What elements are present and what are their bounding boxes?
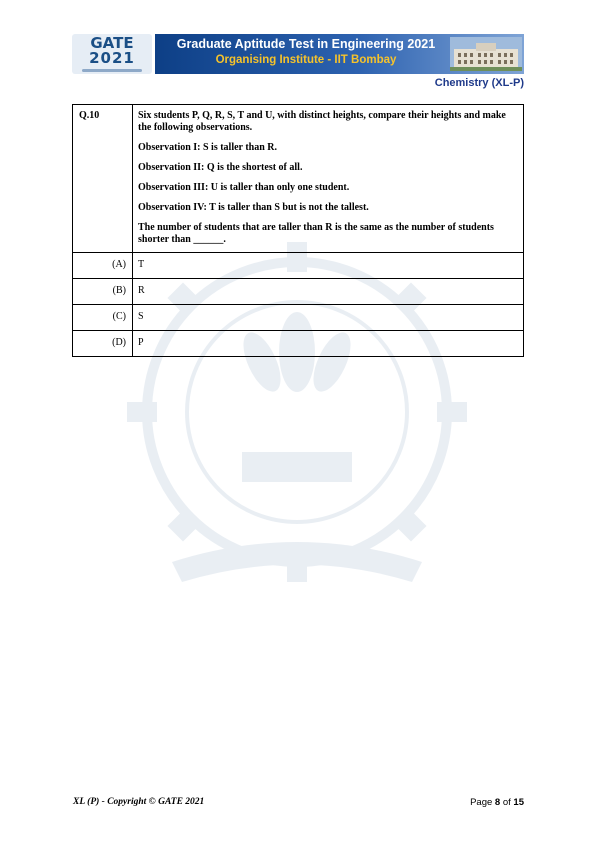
page-total: 15	[513, 797, 524, 808]
question-stem	[133, 105, 524, 253]
option-label: (C)	[73, 305, 133, 331]
option-row-c	[73, 305, 524, 331]
observation-3: Observation III: U is taller than only one student.	[138, 182, 350, 193]
question-row	[73, 105, 524, 253]
building-icon	[450, 37, 522, 71]
banner-subtitle: Organising Institute - IIT Bombay	[215, 54, 397, 66]
page-of: of	[502, 797, 511, 808]
question-intro: Six students P, Q, R, S, T and U, with distinct heights, compare their heights and make the following observations.	[138, 110, 506, 133]
paper-title: Chemistry (XL-P)	[434, 77, 524, 89]
option-text: T	[133, 253, 524, 279]
question-prompt: The number of students that are taller than R is the same as the number of students shorter than ______.	[138, 222, 494, 245]
observation-1: Observation I: S is taller than R.	[138, 142, 277, 153]
gate-logo	[72, 34, 152, 74]
question-table	[72, 104, 524, 357]
footer-page-number	[470, 797, 524, 808]
option-row-b	[73, 279, 524, 305]
logo-line1: GATE	[90, 34, 134, 52]
question-number: Q.10	[73, 105, 133, 253]
option-label: (B)	[73, 279, 133, 305]
option-row-d	[73, 331, 524, 357]
footer-copyright: XL (P) - Copyright © GATE 2021	[73, 797, 205, 807]
logo-bar	[82, 69, 142, 72]
observation-4: Observation IV: T is taller than S but is not the tallest.	[138, 202, 369, 213]
page-current: 8	[494, 797, 501, 808]
page-header	[72, 34, 524, 74]
banner-title: Graduate Aptitude Test in Engineering 2021	[176, 37, 436, 51]
option-text: R	[133, 279, 524, 305]
option-label: (D)	[73, 331, 133, 357]
option-label: (A)	[73, 253, 133, 279]
page-word: Page	[470, 797, 493, 808]
observation-2: Observation II: Q is the shortest of all.	[138, 162, 303, 173]
option-row-a	[73, 253, 524, 279]
header-banner	[155, 34, 524, 74]
option-text: P	[133, 331, 524, 357]
option-text: S	[133, 305, 524, 331]
logo-line2: 2021	[89, 49, 135, 67]
